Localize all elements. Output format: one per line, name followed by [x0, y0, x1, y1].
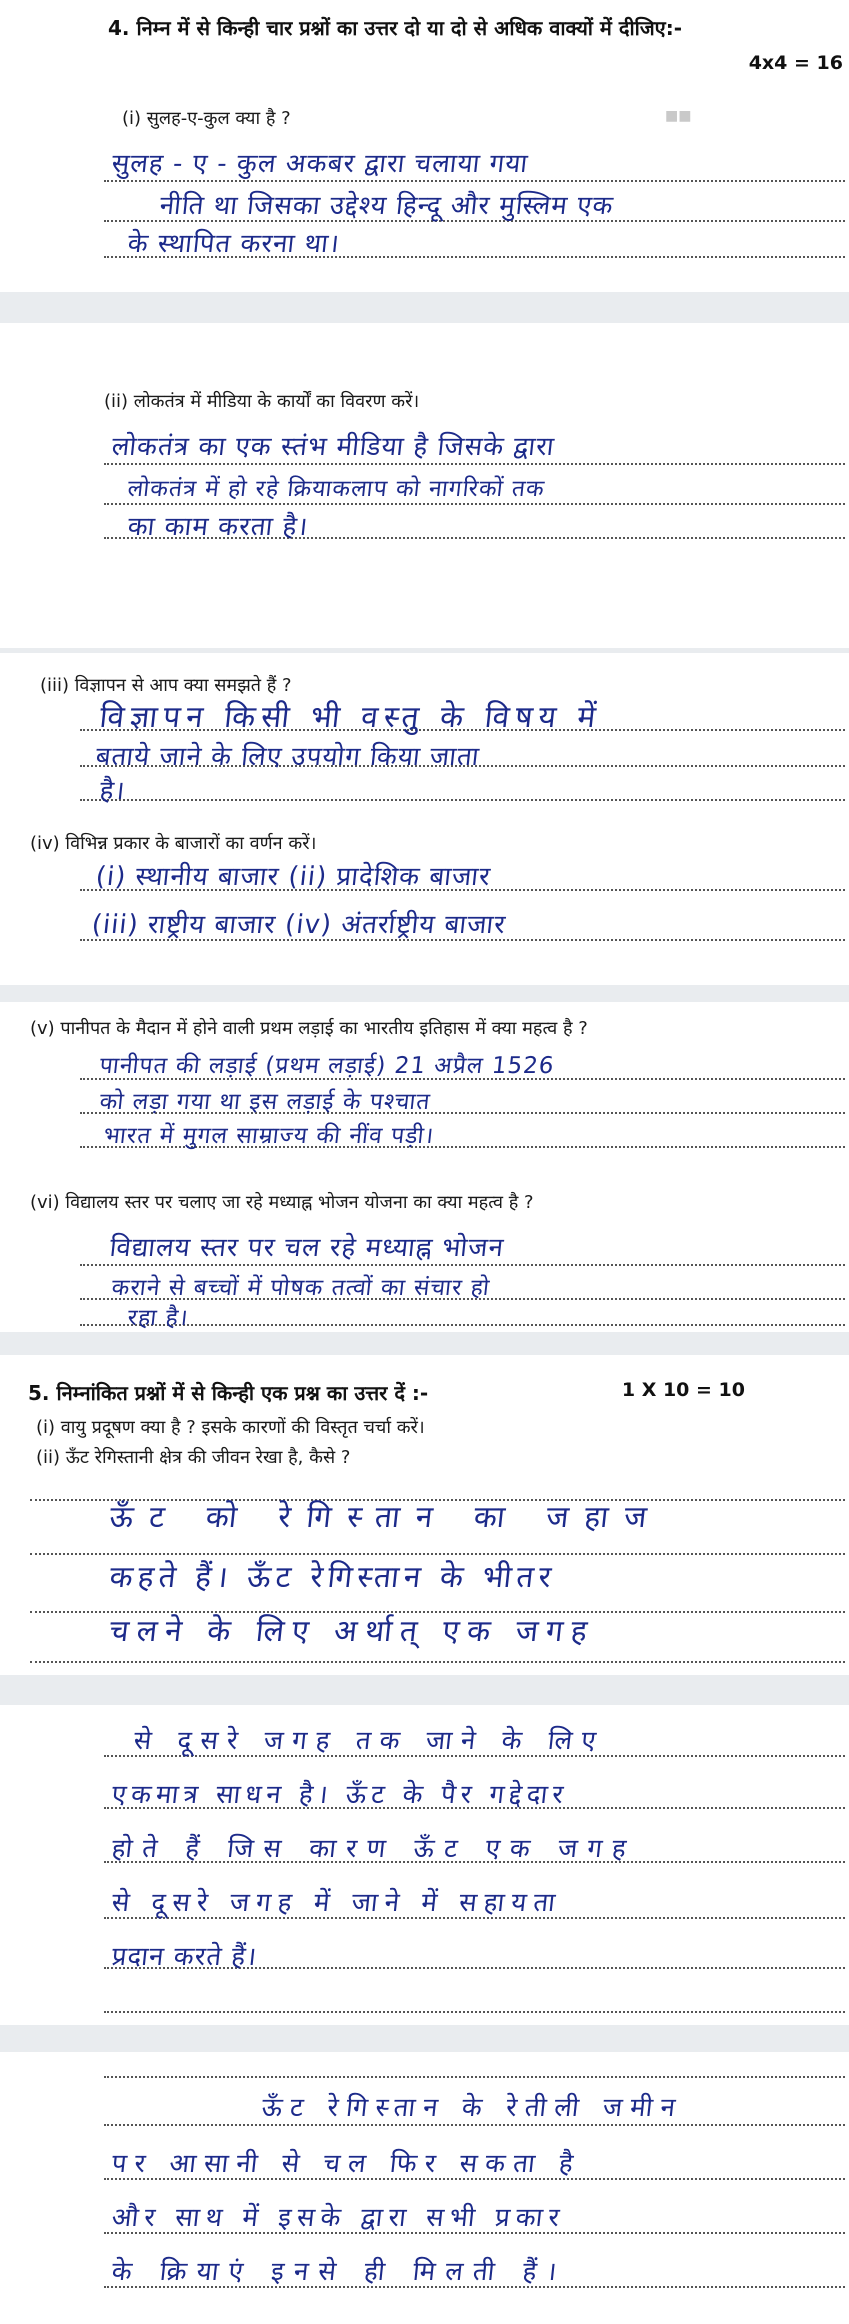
q5-answer-card3-line-3: और साथ में इसके द्वारा सभी प्रकार	[110, 2203, 567, 2233]
card-q5-continued-1	[0, 1705, 849, 2025]
q4-heading: 4. निम्न में से किन्ही चार प्रश्नों का उत्तर दो या दो से अधिक वाक्यों में दीजिए:-	[108, 16, 683, 40]
q5-answer-card1-line-2: कहते हैं। ऊँट रेगिस्तान के भीतर	[107, 1560, 558, 1595]
answer-line	[104, 2124, 845, 2126]
answer-line	[104, 463, 845, 465]
q4-i-question: (i) सुलह-ए-कुल क्या है ?	[122, 108, 291, 129]
card-q4-iii-iv	[0, 653, 849, 985]
q5-answer-card2-line-4: से दूसरे जगह में जाने में सहायता	[110, 1888, 564, 1918]
q5-marks: 1 X 10 = 10	[621, 1379, 745, 1401]
card-q4-i	[0, 0, 849, 292]
q5-answer-card1-line-3: चलने के लिए अर्थात् एक जगह	[107, 1614, 597, 1649]
q5-answer-card3-line-4: के क्रियाएं इनसे ही मिलती हैं।	[110, 2257, 568, 2287]
q4-iii-answer-line-2: बताये जाने के लिए उपयोग किया जाता	[94, 742, 482, 772]
q4-iv-answer-line-2: (iii) राष्ट्रीय बाजार (iv) अंतर्राष्ट्रीय बाजार	[90, 910, 508, 940]
card-q5	[0, 1355, 849, 1675]
q4-iii-question: (iii) विज्ञापन से आप क्या समझते हैं ?	[40, 675, 292, 696]
answer-line	[104, 2076, 845, 2078]
answer-line	[104, 2011, 845, 2013]
answer-line	[104, 180, 845, 182]
card-q4-v-vi	[0, 1002, 849, 1332]
q4-iv-answer-line-1: (i) स्थानीय बाजार (ii) प्रादेशिक बाजार	[94, 862, 493, 892]
q4-v-question: (v) पानीपत के मैदान में होने वाली प्रथम लड़ाई का भारतीय इतिहास में क्या महत्व है ?	[30, 1018, 588, 1039]
q4-v-answer-line-1: पानीपत की लड़ाई (प्रथम लड़ाई) 21 अप्रैल 1526	[98, 1053, 556, 1079]
answer-line	[80, 799, 845, 801]
q4-v-answer-line-3: भारत में मुगल साम्राज्य की नींव पड़ी।	[102, 1123, 436, 1149]
q4-i-answer-line-3: के स्थापित करना था।	[126, 229, 342, 259]
card-q4-ii	[0, 323, 849, 648]
q4-ii-answer-line-3: का काम करता है।	[126, 512, 310, 542]
q4-marks: 4x4 = 16	[748, 52, 843, 74]
q4-vi-question: (vi) विद्यालय स्तर पर चलाए जा रहे मध्याह्न भोजन योजना का क्या महत्व है ?	[30, 1192, 534, 1213]
answer-line	[30, 1661, 845, 1663]
q4-iv-question: (iv) विभिन्न प्रकार के बाजारों का वर्णन करें।	[30, 833, 317, 854]
q5-answer-card2-line-5: प्रदान करते हैं।	[110, 1942, 259, 1972]
q4-v-answer-line-2: को लड़ा गया था इस लड़ाई के पश्चात	[98, 1089, 432, 1115]
q4-ii-answer-line-2: लोकतंत्र में हो रहे क्रियाकलाप को नागरिकों तक	[126, 476, 547, 502]
q5-answer-card3-line-1: ऊँट रेगिस्तान के रेतीली जमीन	[260, 2093, 685, 2123]
q5-question-1: (i) वायु प्रदूषण क्या है ? इसके कारणों की विस्तृत चर्चा करें।	[36, 1417, 425, 1438]
answer-line	[80, 1324, 845, 1326]
q5-question-2: (ii) ऊँट रेगिस्तानी क्षेत्र की जीवन रेखा है, कैसे ?	[36, 1447, 351, 1468]
answer-line	[104, 503, 845, 505]
q4-iii-answer-line-3: है।	[98, 776, 128, 806]
q5-answer-card2-line-3: होते हैं जिस कारण ऊँट एक जगह	[110, 1834, 638, 1864]
answer-line	[80, 1264, 845, 1266]
q5-answer-card2-line-1: से दूसरे जगह तक जाने के लिए	[132, 1726, 607, 1756]
card-q5-continued-2	[0, 2052, 849, 2324]
q4-vi-answer-line-1: विद्यालय स्तर पर चल रहे मध्याह्न भोजन	[108, 1233, 506, 1263]
q5-answer-card3-line-2: पर आसानी से चल फिर सकता है	[110, 2149, 583, 2179]
q5-heading: 5. निम्नांकित प्रश्नों में से किन्ही एक प्रश्न का उत्तर दें :-	[28, 1381, 429, 1405]
faint-stamp: ■■	[665, 108, 692, 124]
q4-ii-answer-line-1: लोकतंत्र का एक स्तंभ मीडिया है जिसके द्वारा	[110, 432, 557, 462]
q4-iii-answer-line-1: विज्ञापन किसी भी वस्तु के विषय में	[97, 700, 604, 735]
q4-i-answer-line-2: नीति था जिसका उद्देश्य हिन्दू और मुस्लिम एक	[158, 191, 616, 221]
q5-answer-card1-line-1: ऊँट को रेगिस्तान का जहाज	[107, 1500, 665, 1535]
q4-ii-question: (ii) लोकतंत्र में मीडिया के कार्यों का विवरण करें।	[104, 391, 420, 412]
q4-vi-answer-line-3: रहा है।	[126, 1305, 190, 1331]
q4-i-answer-line-1: सुलह - ए - कुल अकबर द्वारा चलाया गया	[110, 149, 530, 179]
q4-vi-answer-line-2: कराने से बच्चों में पोषक तत्वों का संचार हो	[110, 1275, 492, 1301]
q5-answer-card2-line-2: एकमात्र साधन है। ऊँट के पैर गद्देदार	[110, 1780, 570, 1810]
